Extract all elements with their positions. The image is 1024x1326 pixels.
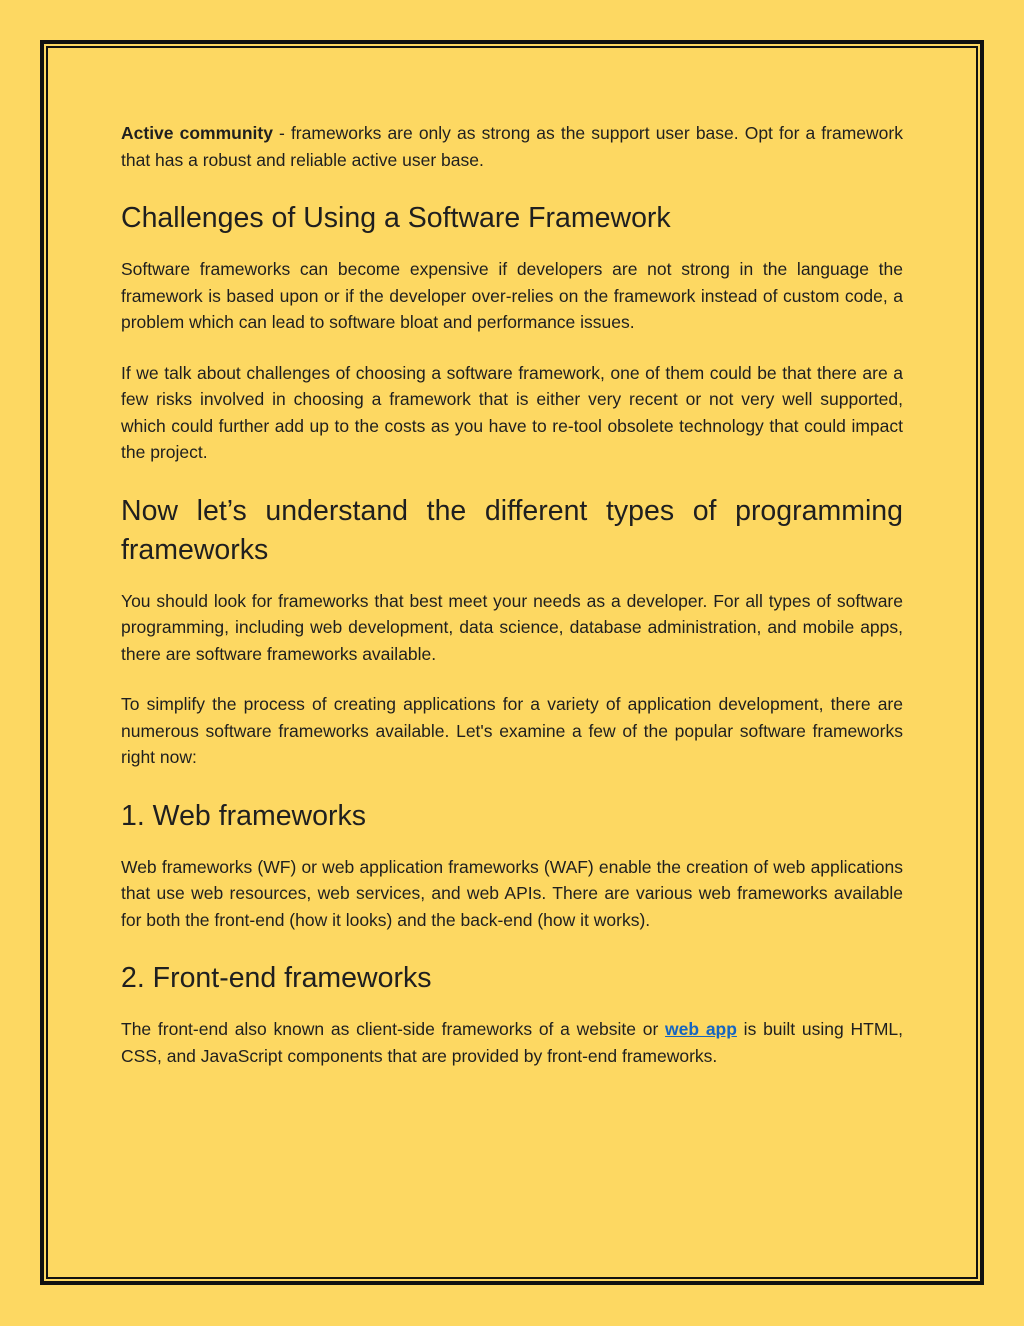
paragraph-front-end <box>121 1016 903 1069</box>
paragraph-active-community-text: - frameworks are only as strong as the support user base. Opt for a framework that has a robust and reliable active user base. <box>121 123 903 170</box>
heading-types: Now let’s understand the different types of programming frameworks <box>121 494 903 566</box>
web-app-link[interactable]: web app <box>665 1019 737 1039</box>
paragraph-cost: Software frameworks can become expensive if developers are not strong in the language the framework is based upon or if the developer over-relies on the framework instead of custom code, a problem which can lead to software bloat and performance issues. <box>121 259 903 332</box>
heading-web-frameworks: 1. Web frameworks <box>121 799 366 832</box>
heading-front-end-frameworks: 2. Front-end frameworks <box>121 962 432 994</box>
paragraph-risks: If we talk about challenges of choosing a software framework, one of them could be that there are a few risks involved in choosing a framework that is either very recent or not very well supported, which could further add up to the costs as you have to re-tool obsolete technology that could impact the project. <box>121 362 903 462</box>
paragraph-active-community <box>121 120 903 173</box>
heading-challenges: Challenges of Using a Software Framework <box>121 202 671 234</box>
paragraph-web-frameworks: Web frameworks (WF) or web application frameworks (WAF) enable the creation of web applications that use web resources, web services, and web APIs. There are various web frameworks available for both the front-end (how it looks) and the back-end (how it works). <box>121 856 903 930</box>
document-body <box>121 120 903 1069</box>
paragraph-needs: You should look for frameworks that best meet your needs as a developer. For all types of software programming, including web development, data science, database administration, and mobile apps, there are software frameworks available. <box>121 590 903 664</box>
paragraph-front-end-before: The front-end also known as client-side frameworks of a website or <box>121 1019 666 1039</box>
paragraph-front-end-after: is built using HTML, CSS, and JavaScript components that are provided by front-end frameworks. <box>121 1019 904 1066</box>
paragraph-simplify: To simplify the process of creating applications for a variety of application development, there are numerous software frameworks available. Let's examine a few of the popular software frameworks right now: <box>121 694 903 767</box>
term-active-community: Active community <box>121 123 273 143</box>
